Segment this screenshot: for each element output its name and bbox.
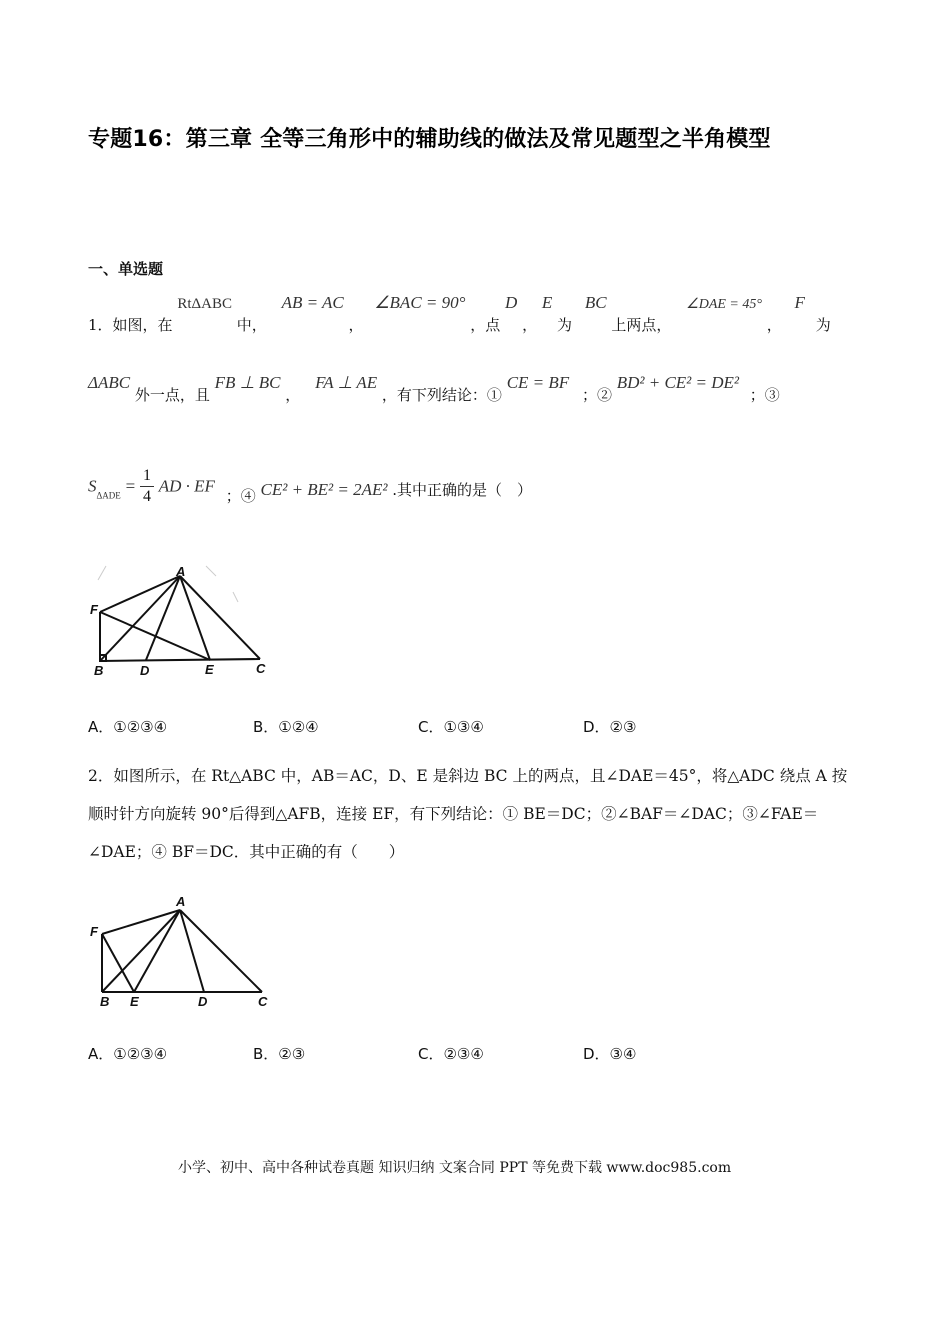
q2-line3: ∠DAE；④ BF＝DC．其中正确的有（ ） bbox=[88, 843, 405, 861]
fig2-label-e: E bbox=[130, 994, 139, 1009]
q1-text: ， bbox=[766, 316, 782, 334]
q1-math-abac: AB = AC bbox=[281, 293, 344, 312]
q1-text: 为 bbox=[815, 316, 831, 334]
q1-math-abc: ΔABC bbox=[88, 373, 131, 392]
fig2-label-b: B bbox=[100, 994, 110, 1009]
q1-rt-triangle: RtΔABC bbox=[177, 296, 232, 312]
q2-option-b[interactable]: B．②③ bbox=[253, 1045, 306, 1063]
fig2-label-d: D bbox=[198, 994, 208, 1009]
q1-text: ；④ bbox=[225, 486, 256, 505]
q1-text: ， bbox=[348, 316, 364, 334]
q1-math-ce-be: CE² + BE² = 2AE² bbox=[260, 479, 388, 499]
q1-text: 上两点， bbox=[611, 316, 672, 334]
q1-math-s: S bbox=[88, 476, 97, 496]
q1-text: ， bbox=[285, 386, 301, 404]
q2-line2: 顺时针方向旋转 90°后得到△AFB，连接 EF，有下列结论：① BE＝DC；②∠BAF＝∠DAC；③∠FAE＝ bbox=[88, 805, 819, 823]
fig1-label-f: F bbox=[90, 602, 98, 617]
q1-math-s-sub: ΔADE bbox=[96, 490, 121, 501]
page-title: 专题16：第三章 全等三角形中的辅助线的做法及常见题型之半角模型 bbox=[88, 127, 771, 152]
q1-option-a[interactable]: A．①②③④ bbox=[88, 718, 168, 736]
footer-text: 小学、初中、高中各种试卷真题 知识归纳 文案合同 PPT 等免费下载 www.doc985.com bbox=[178, 1160, 732, 1176]
fig2-label-f: F bbox=[90, 924, 98, 939]
q1-option-d[interactable]: D．②③ bbox=[583, 718, 637, 736]
q1-math-dae: ∠DAE = 45° bbox=[686, 297, 762, 312]
q1-math-pythagoras: BD² + CE² = DE² bbox=[616, 373, 740, 392]
fig2-label-a: A bbox=[176, 894, 186, 909]
fig1-label-c: C bbox=[256, 661, 266, 676]
section-heading: 一、单选题 bbox=[88, 260, 164, 278]
fig2-label-c: C bbox=[258, 994, 268, 1009]
q1-option-b[interactable]: B．①②④ bbox=[253, 718, 319, 736]
q2-line1: 2．如图所示，在 Rt△ABC 中，AB＝AC，D、E 是斜边 BC 上的两点，且∠DAE＝45°，将△ADC 绕点 A 按 bbox=[88, 767, 848, 785]
q1-math-adef: AD · EF bbox=[158, 476, 215, 496]
q1-frac-den: 4 bbox=[142, 488, 151, 505]
q1-figure bbox=[88, 562, 278, 682]
q1-math-fbbc: FB ⊥ BC bbox=[214, 373, 281, 392]
q1-math-bc: BC bbox=[584, 293, 607, 312]
q1-text: ；③ bbox=[749, 386, 780, 404]
q1-math-eq: = bbox=[125, 476, 136, 496]
q1-text: 外一点，且 bbox=[134, 386, 210, 404]
fig1-label-b: B bbox=[94, 663, 104, 678]
q1-math-faae: FA ⊥ AE bbox=[315, 373, 378, 392]
q1-text: ，点 bbox=[470, 316, 501, 334]
q1-math-cebf: CE = BF bbox=[506, 373, 570, 392]
q1-frac-num: 1 bbox=[140, 466, 154, 487]
q1-text: ，有下列结论：① bbox=[381, 386, 502, 404]
fig1-label-d: D bbox=[140, 663, 150, 678]
q1-text: .其中正确的是（ ） bbox=[392, 480, 533, 499]
q2-figure bbox=[88, 890, 278, 1010]
fig1-label-e: E bbox=[205, 662, 214, 677]
q1-text: ， bbox=[522, 316, 538, 334]
q1-line2 bbox=[88, 373, 780, 404]
q2-option-a[interactable]: A．①②③④ bbox=[88, 1045, 168, 1063]
q1-option-c[interactable]: C．①③④ bbox=[418, 718, 484, 736]
q2-option-c[interactable]: C．②③④ bbox=[418, 1045, 484, 1063]
q1-math-e: E bbox=[541, 293, 553, 312]
q1-text: ；② bbox=[581, 386, 612, 404]
q1-math-angle: ∠BAC = 90° bbox=[374, 293, 466, 312]
q1-text: 中， bbox=[236, 316, 267, 334]
q1-text: 为 bbox=[557, 316, 573, 334]
q2-option-d[interactable]: D．③④ bbox=[583, 1045, 637, 1063]
q1-line3 bbox=[88, 466, 532, 507]
fig1-label-a: A bbox=[176, 564, 186, 579]
q1-fraction bbox=[140, 466, 154, 507]
q1-math-d: D bbox=[505, 293, 518, 312]
q1-math-f: F bbox=[794, 293, 805, 312]
q1-line1 bbox=[88, 293, 831, 334]
q1-number: 1．如图，在 bbox=[88, 316, 173, 334]
